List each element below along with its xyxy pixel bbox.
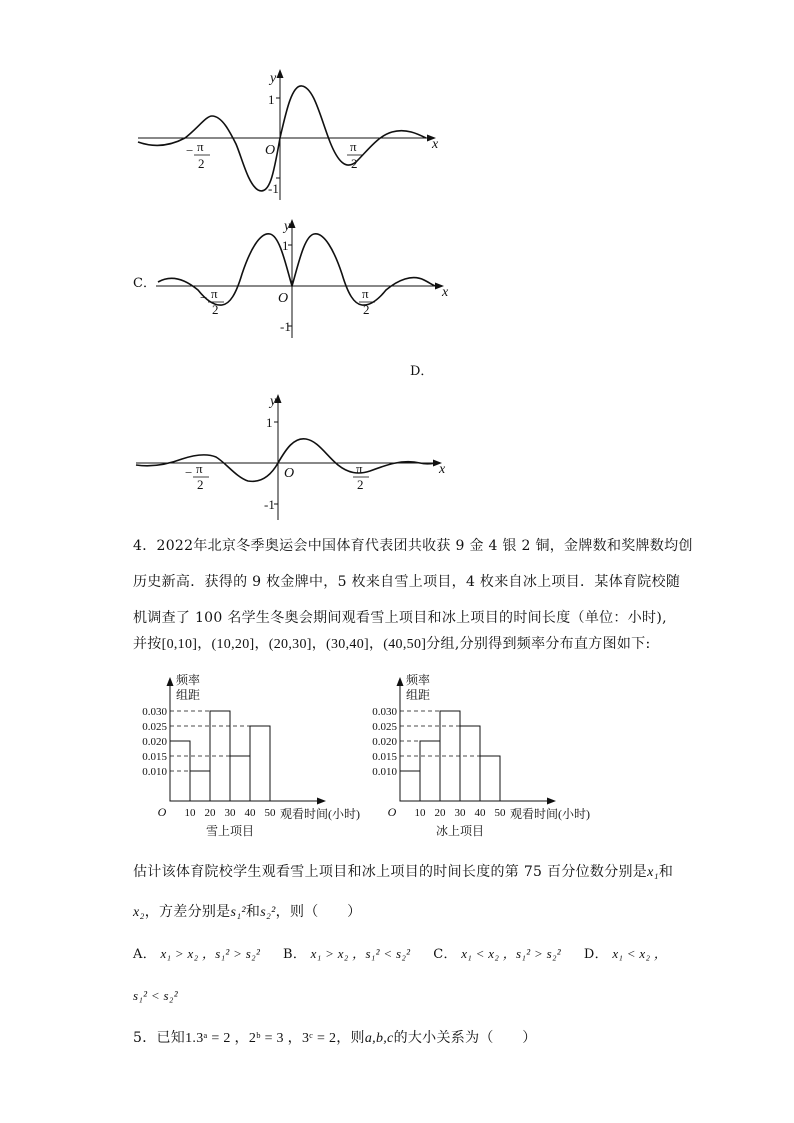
ice-ytick-0.010: 0.010: [372, 766, 397, 778]
ice-bar-4: [460, 726, 480, 801]
option-d-label-q4: D．: [583, 947, 608, 962]
s1sq-symbol: s₁²: [230, 905, 246, 920]
ice-y-axis-arrow: [397, 677, 404, 686]
snow-xlabel: 观看时间(小时): [280, 807, 360, 821]
x1-symbol: x₁: [647, 865, 659, 880]
histogram-snow: [130, 670, 370, 840]
x-label: x: [432, 137, 439, 152]
q4-question-text1: 估计该体育院校学生观看雪上项目和冰上项目的时间长度的第 75 百分位数分别是: [133, 864, 648, 880]
neg-pi-minus: −: [186, 143, 194, 158]
q4-line3: 机调查了 100 名学生冬奥会期间观看雪上项目和冰上项目的时间长度（单位：小时),: [133, 610, 667, 626]
origin-label: O: [284, 466, 295, 481]
neg-pi-num: π: [196, 461, 203, 476]
option-d-text: x₁ < x₂ ，: [612, 946, 668, 961]
tick-neg1-label: -1: [280, 319, 291, 334]
ice-origin: O: [387, 805, 397, 819]
ice-xtick-20: 20: [434, 807, 446, 819]
neg-pi-den: 2: [198, 156, 205, 171]
ice-xtick-50: 50: [494, 807, 506, 819]
q5-pre: 5．已知: [133, 1030, 186, 1046]
histogram-ice: [360, 670, 600, 840]
snow-origin: O: [157, 805, 167, 819]
snow-ytick-0.030: 0.030: [142, 706, 167, 718]
tick-neg1-label: -1: [264, 497, 275, 512]
ice-xtick-30: 30: [454, 807, 466, 819]
pi-den: 2: [351, 156, 358, 171]
q4-line4-post: 分组,分别得到频率分布直方图如下:: [426, 636, 651, 652]
ice-x-axis-arrow: [547, 798, 556, 805]
q4-variance-text: ，方差分别是: [144, 904, 231, 920]
snow-y-axis-arrow: [167, 677, 174, 686]
snow-ytick-0.015: 0.015: [142, 751, 167, 763]
neg-pi-minus: −: [185, 465, 193, 480]
pi-den: 2: [357, 477, 364, 492]
interval-4: (30,40]: [326, 637, 369, 652]
snow-ytick-0.010: 0.010: [142, 766, 167, 778]
snow-xtick-30: 30: [224, 807, 236, 819]
ice-ytick-0.025: 0.025: [372, 721, 397, 733]
snow-xtick-20: 20: [204, 807, 216, 819]
interval-5: (40,50]: [383, 637, 427, 652]
ice-ytick-0.030: 0.030: [372, 706, 397, 718]
q4-then: ，则（ ）: [275, 904, 362, 920]
q4-line1: 4．2022年北京冬季奥运会中国体育代表团共收获 9 金 4 银 2 铜，金牌数和奖牌数均创: [133, 538, 693, 554]
option-d-label: D．: [410, 364, 434, 379]
q5-line: [133, 1028, 537, 1049]
ice-bar-5: [480, 756, 500, 801]
snow-x-axis-arrow: [317, 798, 326, 805]
ice-xtick-40: 40: [474, 807, 486, 819]
snow-xtick-40: 40: [244, 807, 256, 819]
option-b-text: x₁ > x₂ ，s₁² < s₂²: [310, 946, 411, 961]
snow-ytick-0.020: 0.020: [142, 736, 167, 748]
pi-den: 2: [363, 302, 370, 317]
ice-xtick-10: 10: [414, 807, 426, 819]
option-c-text: x₁ < x₂ ，s₁² > s₂²: [461, 946, 561, 961]
neg-pi-minus: −: [200, 290, 208, 305]
option-c-label: C．: [133, 276, 156, 291]
q4-question-line1: [133, 862, 673, 883]
origin-label: O: [278, 291, 289, 306]
snow-ylabel-bottom: 组距: [176, 688, 201, 702]
pi-num: π: [362, 286, 369, 301]
interval-1: [0,10]: [161, 637, 198, 652]
y-label: y: [270, 394, 277, 409]
q4-line4: 并按[0,10]，(10,20]，(20,30]，(30,40]，(40,50]分组,分别得到频率分布直方图如下:: [133, 636, 651, 652]
s2sq-symbol: s₂²: [260, 905, 276, 920]
q4-options-row: [133, 944, 667, 965]
option-a-label: A．: [133, 947, 156, 962]
q4-and2: 和: [245, 904, 261, 920]
ice-xlabel: 观看时间(小时): [510, 807, 590, 821]
snow-xtick-50: 50: [264, 807, 276, 819]
snow-ytick-0.025: 0.025: [142, 721, 167, 733]
ice-bar-2: [420, 741, 440, 801]
graph-c: [150, 210, 460, 345]
graph-d: [130, 385, 450, 525]
snow-xtick-10: 10: [184, 807, 196, 819]
option-a-text: x₁ > x₂ ，s₁² > s₂²: [160, 946, 261, 961]
ice-ytick-0.015: 0.015: [372, 751, 397, 763]
ice-ylabel-bottom: 组距: [406, 688, 431, 702]
y-label: y: [284, 219, 291, 234]
pi-num: π: [356, 461, 363, 476]
q4-and: 和: [658, 864, 674, 880]
snow-bar-5: [250, 726, 270, 801]
x2-symbol: x₂: [133, 905, 145, 920]
q5-expr: 1.3ᵃ = 2 ，2ᵇ = 3 ，3ᶜ = 2: [185, 1031, 337, 1046]
interval-2: (10,20]: [211, 637, 255, 652]
snow-title: 雪上项目: [205, 824, 255, 838]
x-label: x: [442, 285, 449, 300]
ice-title: 冰上项目: [435, 824, 485, 838]
interval-3: (20,30]: [268, 637, 312, 652]
y-label: y: [270, 71, 277, 86]
tick-1-label: 1: [266, 415, 273, 430]
tick-1-label: 1: [282, 238, 289, 253]
x-label: x: [439, 462, 446, 477]
option-b-label: B．: [283, 947, 307, 962]
pi-num: π: [350, 139, 357, 154]
neg-pi-den: 2: [212, 302, 219, 317]
option-c-label-q4: C．: [433, 947, 457, 962]
snow-bar-2: [190, 771, 210, 801]
q5-post: 的大小关系为（ ）: [393, 1030, 537, 1046]
q4-question-line2: [133, 902, 361, 923]
ice-ylabel-top: 频率: [406, 673, 431, 687]
ice-ytick-0.020: 0.020: [372, 736, 397, 748]
ice-bar-1: [400, 771, 420, 801]
q5-vars: a,b,c: [364, 1031, 394, 1046]
origin-label: O: [265, 143, 276, 158]
q4-line4-pre: 并按: [133, 636, 162, 652]
y-axis-arrow: [277, 69, 284, 78]
q5-mid: ，则: [336, 1030, 365, 1046]
neg-pi-num: π: [197, 139, 204, 154]
snow-ylabel-top: 频率: [176, 673, 201, 687]
q4-line2: 历史新高．获得的 9 枚金牌中，5 枚来自雪上项目，4 枚来自冰上项目．某体育院校随: [133, 574, 681, 590]
graph-top: [130, 62, 450, 207]
tick-1-label: 1: [268, 92, 275, 107]
tick-neg1-label: -1: [268, 181, 279, 196]
neg-pi-den: 2: [197, 477, 204, 492]
option-d-continuation: s₁² < s₂²: [133, 988, 178, 1003]
neg-pi-num: π: [211, 286, 218, 301]
snow-bar-4: [230, 756, 250, 801]
